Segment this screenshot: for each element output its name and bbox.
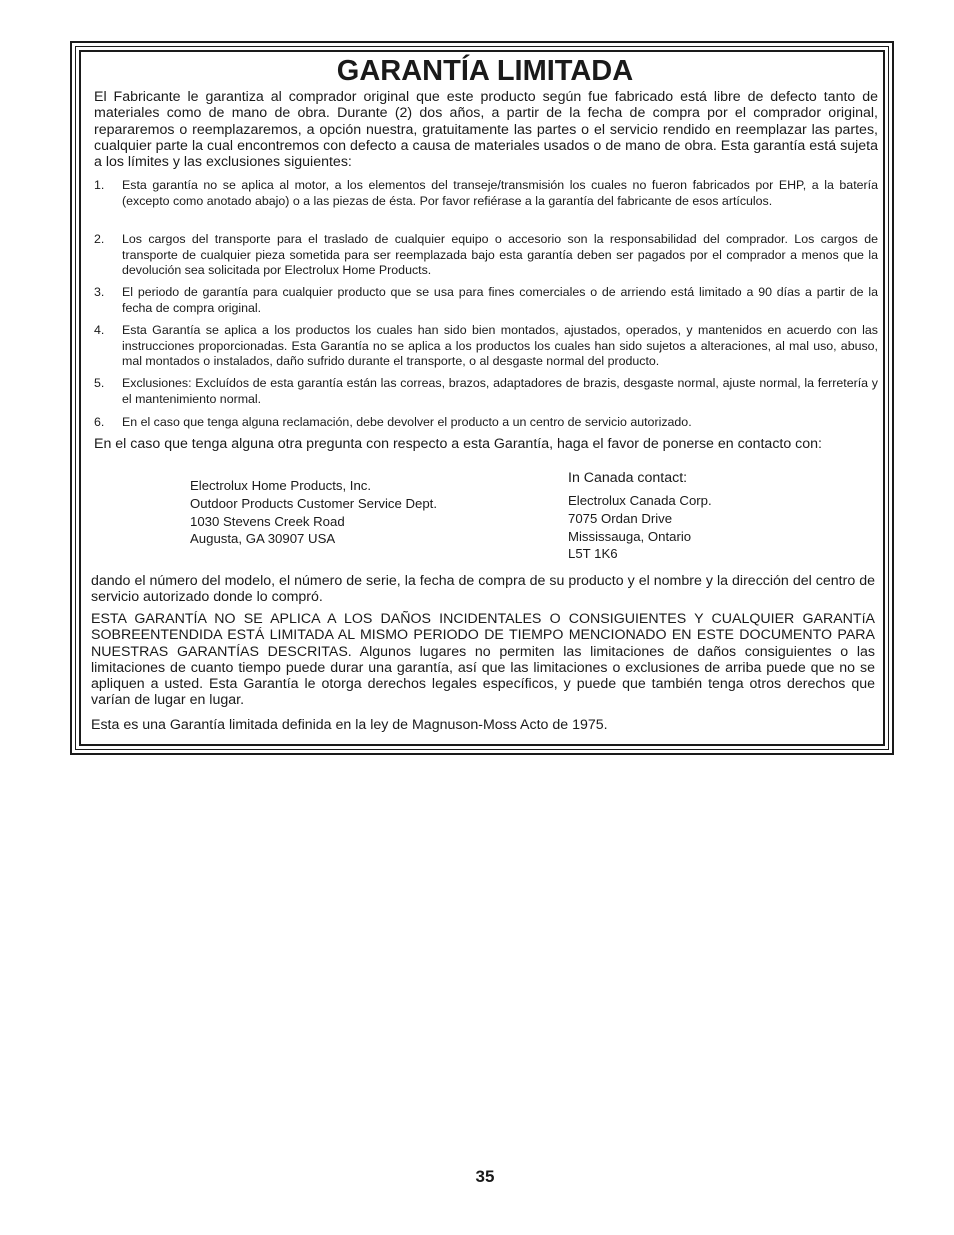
- us-address-line: Augusta, GA 30907 USA: [190, 531, 336, 547]
- list-item-number: 2.: [94, 232, 105, 246]
- page-title: GARANTÍA LIMITADA: [336, 55, 634, 87]
- canada-address-line: 7075 Ordan Drive: [568, 510, 673, 526]
- us-address-line: Electrolux Home Products, Inc.: [190, 478, 372, 493]
- canada-contact-heading: In Canada contact:: [568, 470, 688, 486]
- list-item-number: 6.: [94, 415, 105, 429]
- list-item: El periodo de garantía para cualquier producto que se usa para fines comerciales o de arriendo está limitado a 90 días a partir de la fecha de compra original.: [122, 285, 878, 315]
- us-address-line: 1030 Stevens Creek Road: [190, 513, 345, 529]
- canada-address-line: Electrolux Canada Corp.: [568, 493, 712, 508]
- us-address-line: Outdoor Products Customer Service Dept.: [190, 495, 438, 511]
- page-number: 35: [475, 1167, 495, 1186]
- canada-address: [568, 492, 712, 563]
- canada-address-line: Mississauga, Ontario: [568, 528, 692, 544]
- list-item-number: 4.: [94, 323, 105, 337]
- list-item-number: 1.: [94, 178, 105, 192]
- list-item: Esta garantía no se aplica al motor, a los elementos del transeje/transmisión los cuales no fueron fabricados por EHP, a la batería (excepto como anotado abajo) o a las piezas de ésta. Por favor refiérase a la garantía del fabricante de esos artículos.: [122, 178, 878, 208]
- closing-statement: Esta es una Garantía limitada definida en la ley de Magnuson-Moss Acto de 1975.: [91, 717, 608, 733]
- list-item-number: 3.: [94, 285, 105, 299]
- disclaimer-paragraph: ESTA GARANTÍA NO SE APLICA A LOS DAÑOS INCIDENTALES O CONSIGUIENTES Y CUALQUIER GARANTíA SOBREENTENDIDA ESTÁ LIMITADA AL MISMO PERIODO DE TIEMPO MENCIONADO EN ESTE DOCUMENTO PARA NUESTRAS GARANTÍAS DESCRITAS. Algunos lugares no permiten las limitaciones de daños consiguientes o las limitaciones de cuanto tiempo puede durar una garantía, así que las limitaciones o exclusiones de arriba puede que no se apliquen a usted. Esta Garantía le otorga derechos legales específicos, y puede que también tenga otros derechos que varían de lugar en lugar.: [91, 611, 875, 709]
- intro-paragraph: El Fabricante le garantiza al comprador original que este producto según fue fabricado está libre de defecto tanto de materiales como de mano de obra. Durante (2) dos años, a partir de la fecha de compra por el comprador original, repararemos o reemplazaremos, a opción nuestra, gratuitamente las partes o el servicio rendido en reemplazar las partes, cualquier parte la cual encontremos con defecto a causa de materiales usados o de mano de obra. Esta garantía está sujeta a los límites y las exclusiones siguientes:: [94, 89, 878, 171]
- list-item-number: 5.: [94, 376, 105, 390]
- list-item: Los cargos del transporte para el traslado de cualquier equipo o accesorio son la responsabilidad del comprador. Los cargos de transporte de cualquier pieza sometida para ser reemplazada bajo esta garantía deben ser pagados por el comprador a menos que la devolución sea solicitada por Electrolux Home Products.: [122, 232, 878, 278]
- canada-address-line: L5T 1K6: [568, 546, 618, 562]
- list-item: Esta Garantía se aplica a los productos los cuales han sido bien montados, ajustados, operados, y mantenidos en acuerdo con las instrucciones proporcionadas. Esta Garantía no se aplica a los productos los cuales han sido sujetos a alteraciones, al mal uso, abuso, mal montados o instalados, daño sufrido durante el transporte, o al desgaste normal del producto.: [122, 323, 878, 369]
- list-item: Exclusiones: Excluídos de esta garantía están las correas, brazos, adaptadores de brazis, desgaste normal, ajuste normal, la ferretería y el mantenimiento normal.: [122, 376, 878, 406]
- contact-details: dando el número del modelo, el número de serie, la fecha de compra de su producto y el nombre y la dirección del centro de servicio autorizado donde lo compró.: [91, 573, 875, 606]
- us-address: [190, 477, 437, 548]
- contact-intro: En el caso que tenga alguna otra pregunta con respecto a esta Garantía, haga el favor de ponerse en contacto con:: [94, 436, 823, 452]
- list-item: En el caso que tenga alguna reclamación, debe devolver el producto a un centro de servicio autorizado.: [122, 415, 692, 429]
